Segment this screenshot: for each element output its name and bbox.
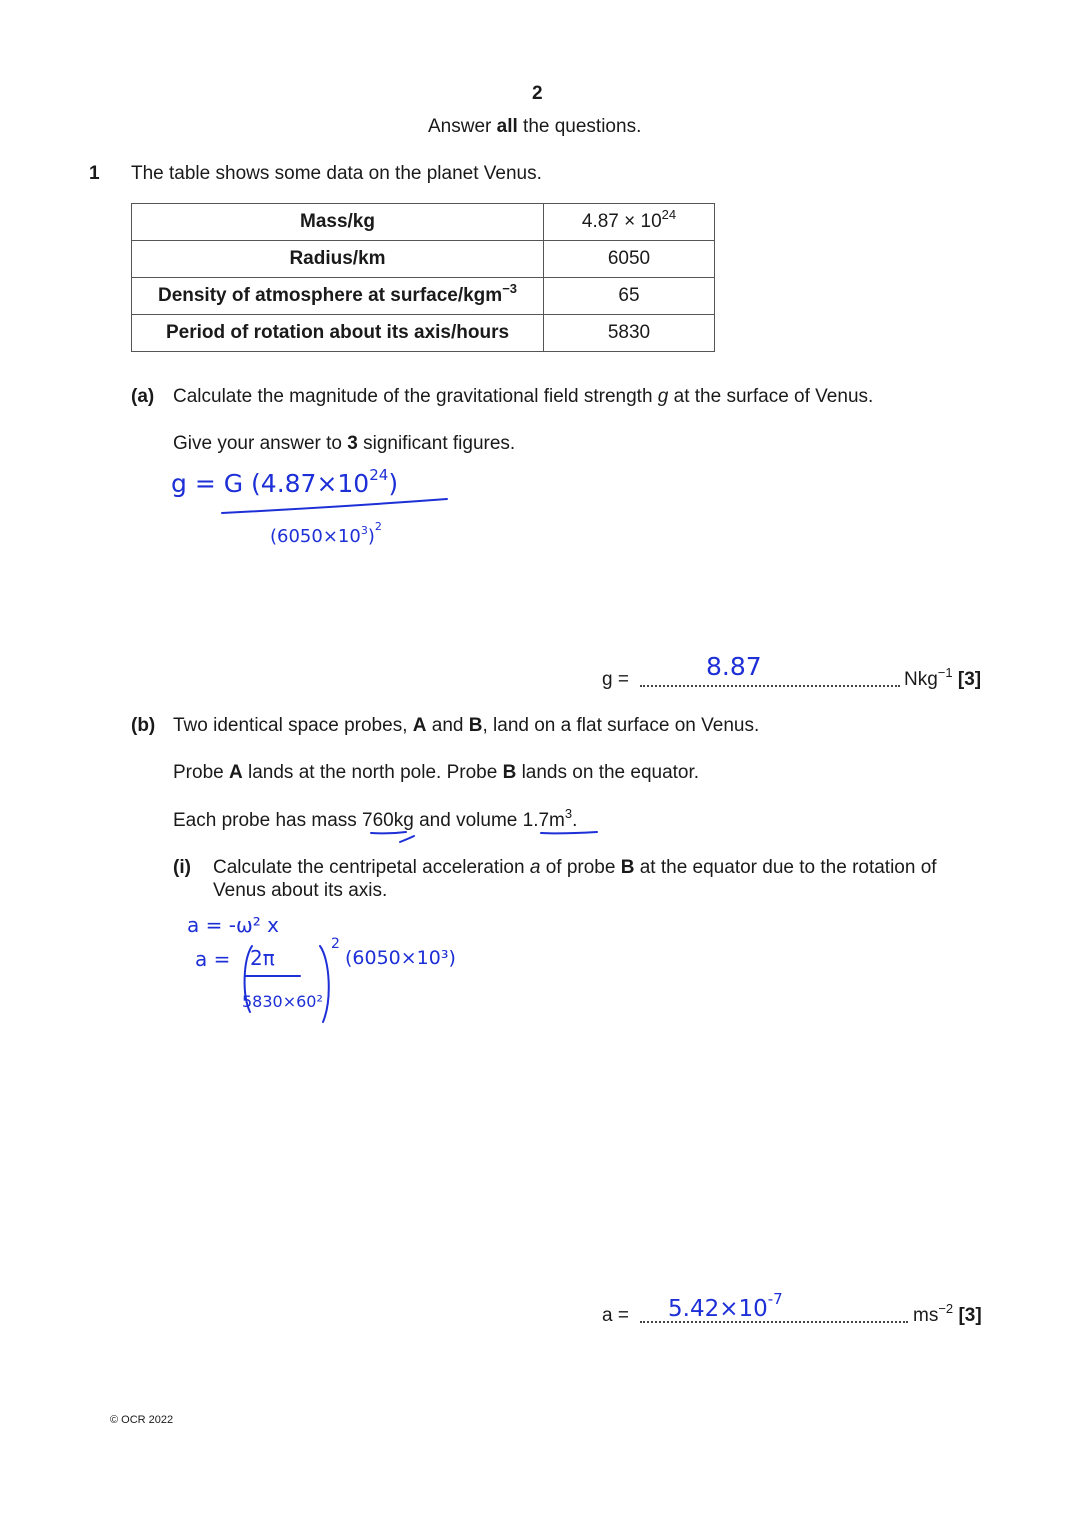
part-a-working-numerator: g = G $(4.87\times 10^{24})$ bbox=[171, 466, 399, 498]
part-a-sig-figs: Give your answer to 3 significant figures. bbox=[173, 433, 516, 454]
table-row bbox=[132, 278, 715, 315]
instruction: Answer all the questions. bbox=[428, 116, 642, 137]
table-value: 6050 bbox=[544, 241, 715, 278]
answer-line bbox=[640, 685, 900, 687]
question-intro: The table shows some data on the planet Venus. bbox=[131, 163, 542, 184]
part-b-i-answer-label: a = bbox=[602, 1305, 629, 1326]
table-label: Period of rotation about its axis/hours bbox=[132, 315, 544, 352]
part-b-i-working-a: a = bbox=[195, 947, 231, 971]
part-a-answer-value: 8.87 bbox=[706, 652, 762, 681]
part-a-working-denominator: $(6050\times 10^3)^2$ bbox=[270, 520, 382, 547]
part-b-line1: Two identical space probes, A and B, land on a flat surface on Venus. bbox=[173, 715, 760, 736]
part-a-tag: (a) bbox=[131, 386, 155, 407]
table-label: Density of atmosphere at surface/kgm$^{-3}$ bbox=[132, 278, 544, 315]
part-b-i-question-line2: Venus about its axis. bbox=[213, 880, 388, 901]
part-b-i-working-denominator: 5830×60² bbox=[242, 992, 323, 1011]
part-a-question: Calculate the magnitude of the gravitational field strength g at the surface of Venus. bbox=[173, 386, 874, 407]
table-label: Mass/kg bbox=[132, 204, 544, 241]
page-number: 2 bbox=[532, 83, 543, 104]
table-value: $4.87 \times 10^{24}$ bbox=[544, 204, 715, 241]
table-label: Radius/km bbox=[132, 241, 544, 278]
part-b-i-tag: (i) bbox=[173, 857, 191, 878]
part-b-i-question: Calculate the centripetal acceleration a of probe B at the equator due to the rotation of bbox=[213, 857, 937, 878]
part-b-i-working-factor: (6050×10³) bbox=[345, 947, 456, 969]
part-b-i-working-numerator: 2π bbox=[250, 946, 275, 970]
copyright: © OCR 2022 bbox=[110, 1414, 174, 1426]
part-b-tag: (b) bbox=[131, 715, 156, 736]
part-a-unit: Nkg$^{-1}$ [3] bbox=[904, 665, 982, 690]
part-b-i-working-line1: a = -ω² x bbox=[187, 913, 279, 937]
part-a-answer-label: g = bbox=[602, 669, 629, 690]
question-number: 1 bbox=[89, 163, 100, 184]
table-value: 65 bbox=[544, 278, 715, 315]
table-row bbox=[132, 315, 715, 352]
part-b-line3: Each probe has mass 760kg and volume $1.7m^3$. bbox=[173, 806, 578, 831]
part-b-i-working-power: 2 bbox=[331, 936, 340, 952]
table-row bbox=[132, 204, 715, 241]
part-b-line2: Probe A lands at the north pole. Probe B lands on the equator. bbox=[173, 762, 700, 783]
table-value: 5830 bbox=[544, 315, 715, 352]
part-b-i-answer-value: $5.42\times 10^{-7}$ bbox=[668, 1290, 783, 1322]
table-row bbox=[132, 241, 715, 278]
part-b-i-unit: $ms^{-2}$ [3] bbox=[913, 1301, 982, 1326]
venus-data-table bbox=[131, 203, 715, 352]
